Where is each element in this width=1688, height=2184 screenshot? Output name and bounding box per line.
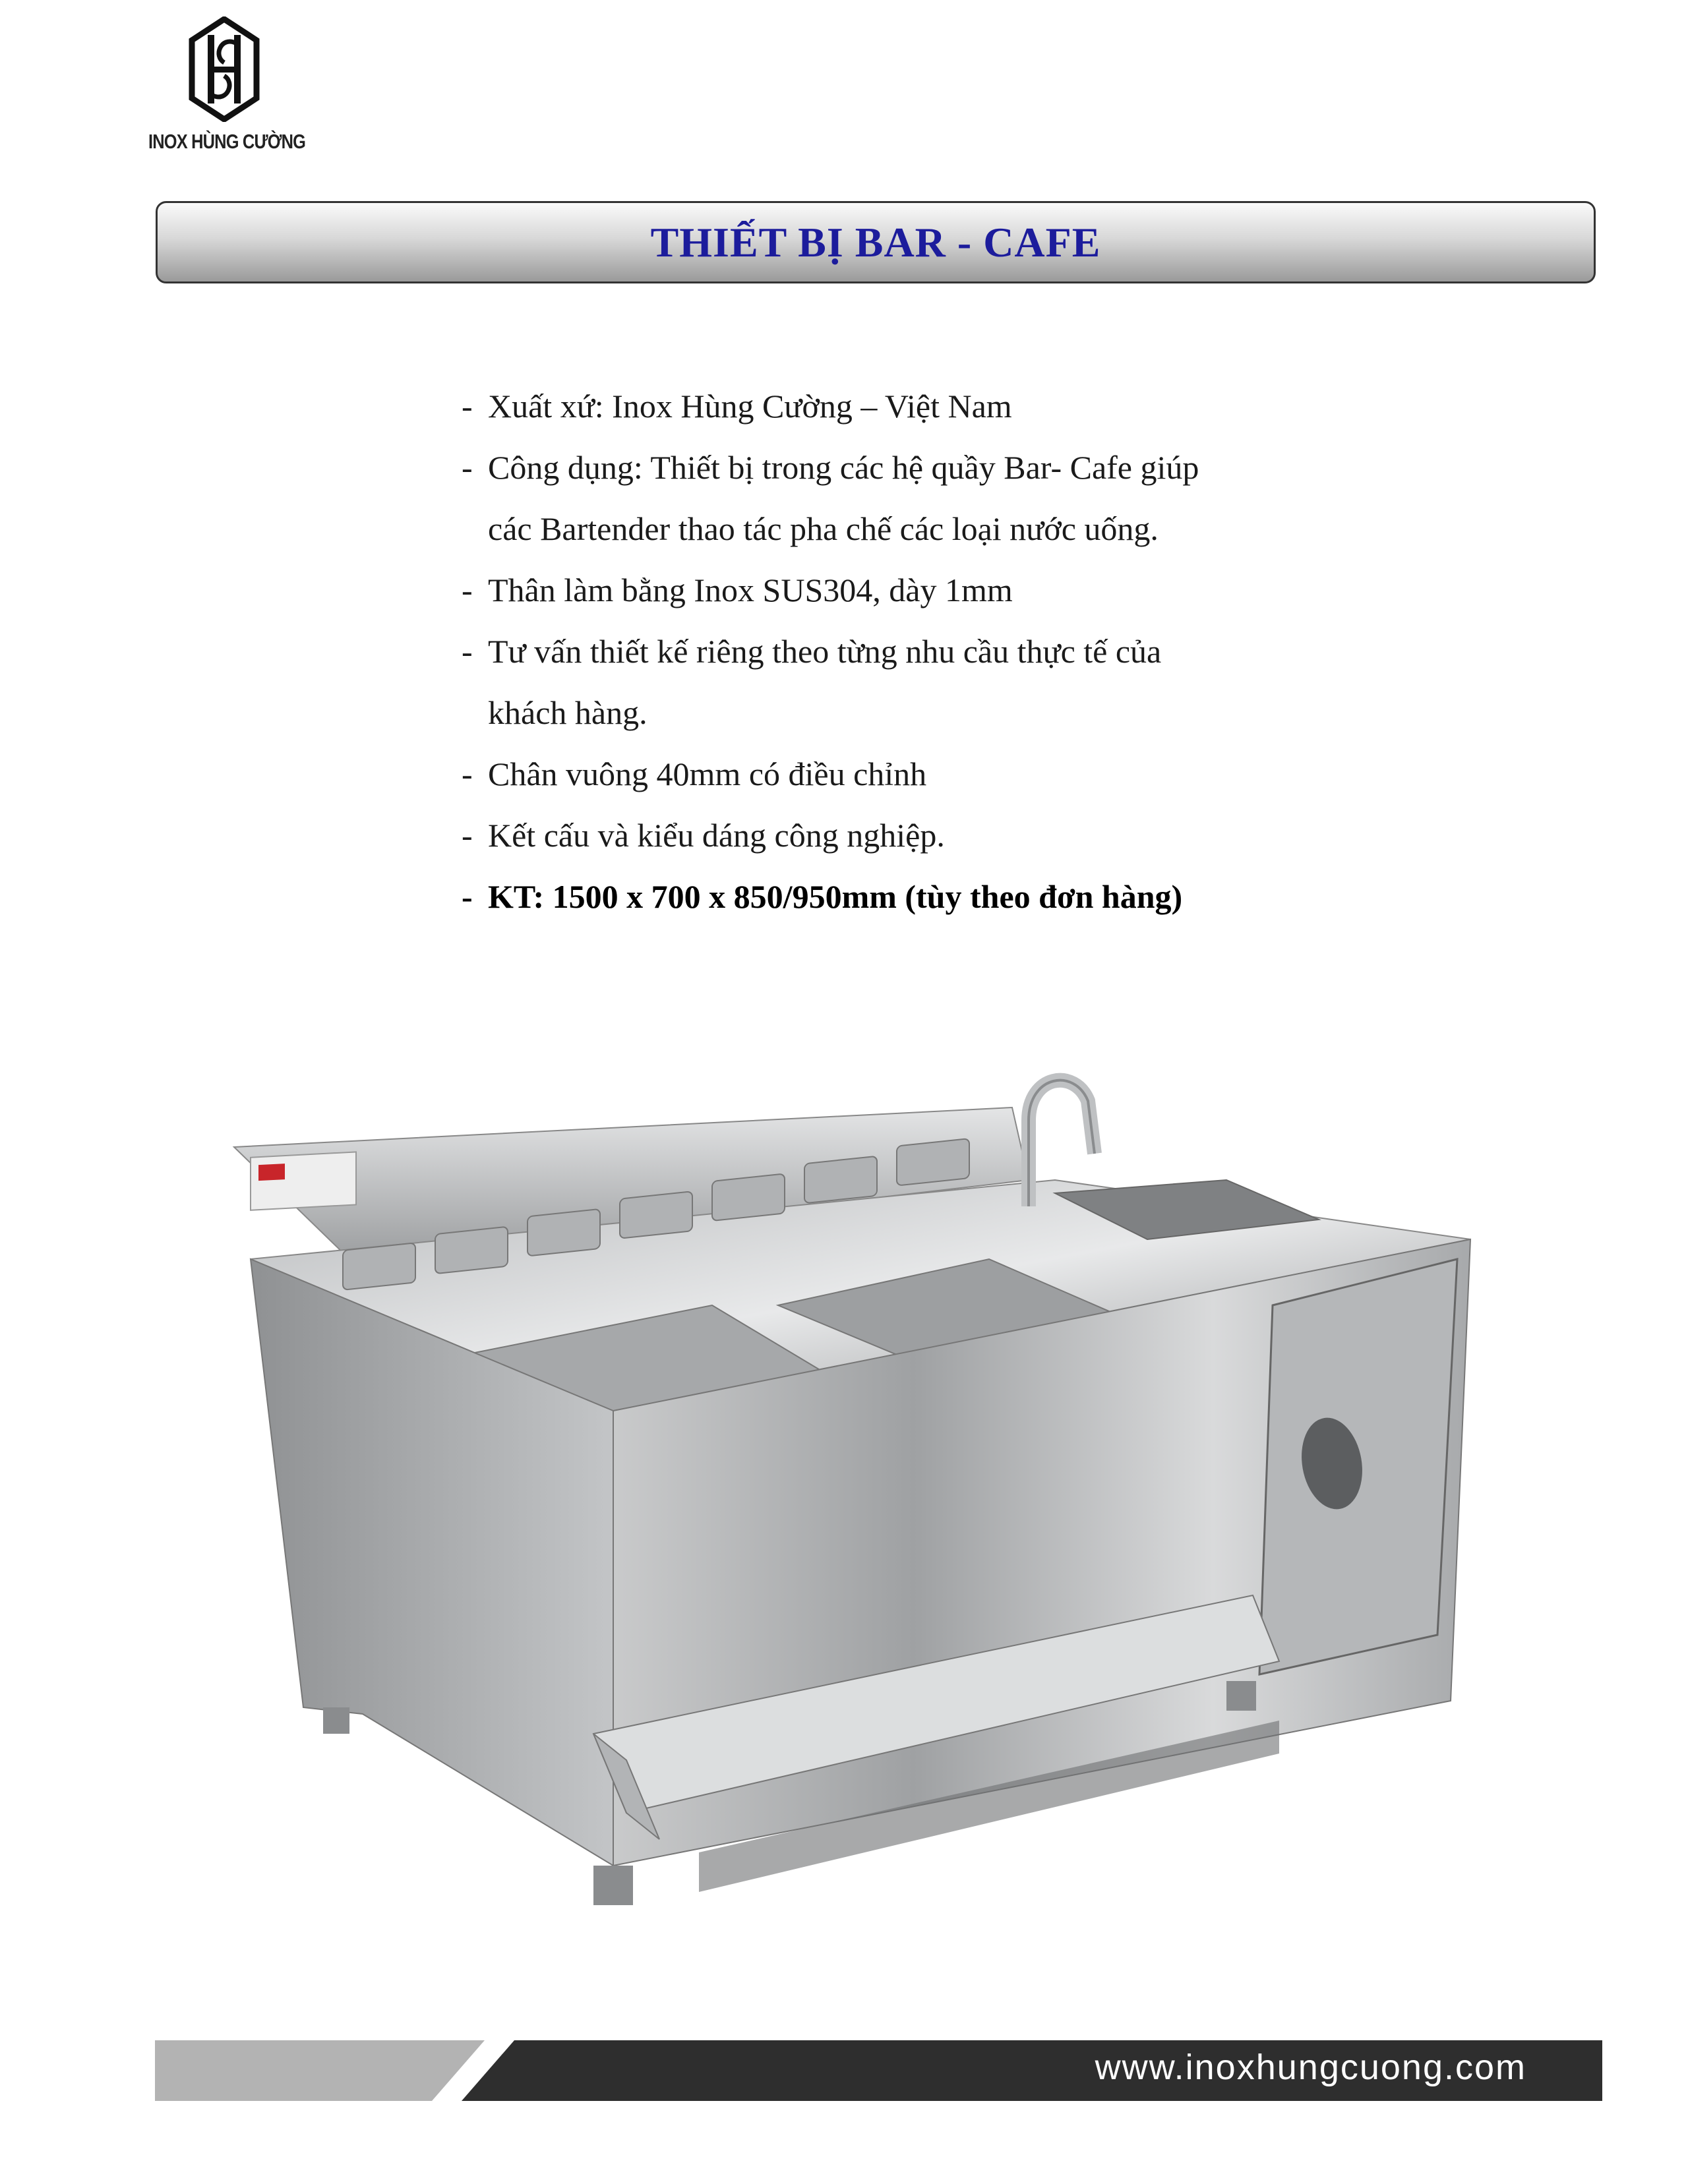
hc-logo-icon — [188, 16, 260, 122]
spec-item — [462, 560, 1319, 621]
spec-item-continuation: các Bartender thao tác pha chế các loại nước uống. — [488, 510, 1159, 547]
spec-text: Công dụng: Thiết bị trong các hệ quầy Bar- Cafe giúp — [488, 449, 1199, 486]
bullet-dash: - — [462, 878, 473, 915]
brand-name: INOX HÙNG CƯỜNG — [148, 130, 306, 153]
spec-list — [462, 376, 1319, 928]
bullet-dash: - — [462, 572, 473, 608]
title-banner — [156, 201, 1596, 283]
spec-text: Kết cấu và kiểu dáng công nghiệp. — [488, 817, 945, 854]
spec-text: Chân vuông 40mm có điều chỉnh — [488, 755, 927, 792]
bullet-dash: - — [462, 449, 473, 486]
spec-item-dimensions — [462, 866, 1319, 928]
bullet-dash: - — [462, 755, 473, 792]
page-title: THIẾT BỊ BAR - CAFE — [650, 218, 1101, 266]
spec-item-continuation: khách hàng. — [488, 694, 648, 731]
spec-text: Tư vấn thiết kế riêng theo từng nhu cầu thực tế của — [488, 633, 1162, 670]
bar-counter-image — [198, 1042, 1490, 2004]
spec-item — [462, 376, 1319, 437]
spec-item — [462, 805, 1319, 866]
bullet-dash: - — [462, 388, 473, 425]
bullet-dash: - — [462, 633, 473, 670]
footer-band — [155, 2040, 1602, 2101]
spec-text: KT: 1500 x 700 x 850/950mm (tùy theo đơn hàng) — [488, 878, 1183, 915]
footer-website-link[interactable]: www.inoxhungcuong.com — [1095, 2048, 1526, 2087]
spec-item — [462, 437, 1319, 498]
spec-item — [462, 744, 1319, 805]
spec-text: Thân làm bằng Inox SUS304, dày 1mm — [488, 572, 1013, 608]
brand-logo — [148, 16, 307, 162]
spec-text: Xuất xứ: Inox Hùng Cường – Việt Nam — [488, 388, 1012, 425]
bullet-dash: - — [462, 817, 473, 854]
product-photo — [198, 1042, 1490, 2004]
spec-item — [462, 621, 1319, 682]
